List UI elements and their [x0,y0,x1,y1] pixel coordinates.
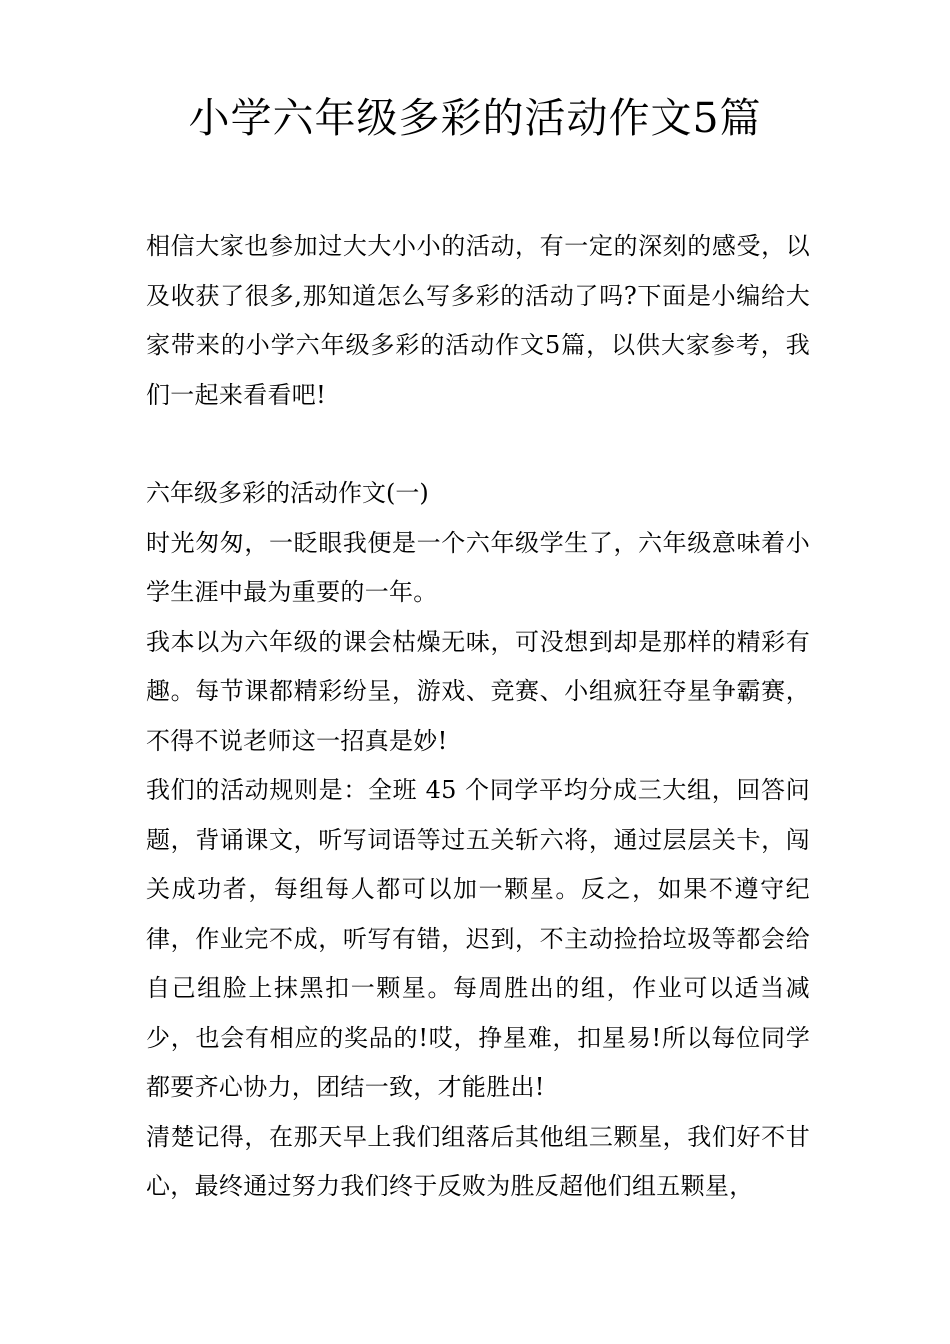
intro-paragraph: 相信大家也参加过大大小小的活动，有一定的深刻的感受，以及收获了很多,那知道怎么写多彩的活动了吗?下面是小编给大家带来的小学六年级多彩的活动作文5篇，以供大家参考，我们一起来看看吧! [146,232,810,409]
body-paragraph: 我们的活动规则是：全班 45 个同学平均分成三大组，回答问题，背诵课文，听写词语等过五关斩六将，通过层层关卡，闯关成功者，每组每人都可以加一颗星。反之，如果不遵守纪律，作业完不成，听写有错，迟到，不主动捡拾垃圾等都会给自己组脸上抹黑扣一颗星。每周胜出的组，作业可以适当减少，也会有相应的奖品的!哎，挣星难，扣星易!所以每位同学都要齐心协力，团结一致，才能胜出! [146,776,810,1101]
body-paragraph: 我本以为六年级的课会枯燥无味，可没想到却是那样的精彩有趣。每节课都精彩纷呈，游戏、竞赛、小组疯狂夺星争霸赛，不得不说老师这一招真是妙! [146,627,810,755]
body-paragraph: 清楚记得，在那天早上我们组落后其他组三颗星，我们好不甘心，最终通过努力我们终于反败为胜反超他们组五颗星， [146,1122,810,1200]
document-body [146,222,810,1212]
section-heading: 六年级多彩的活动作文(一) [146,479,429,507]
document-title: 小学六年级多彩的活动作文5篇 [188,94,762,142]
body-paragraph: 时光匆匆，一眨眼我便是一个六年级学生了，六年级意味着小学生涯中最为重要的一年。 [146,528,810,606]
